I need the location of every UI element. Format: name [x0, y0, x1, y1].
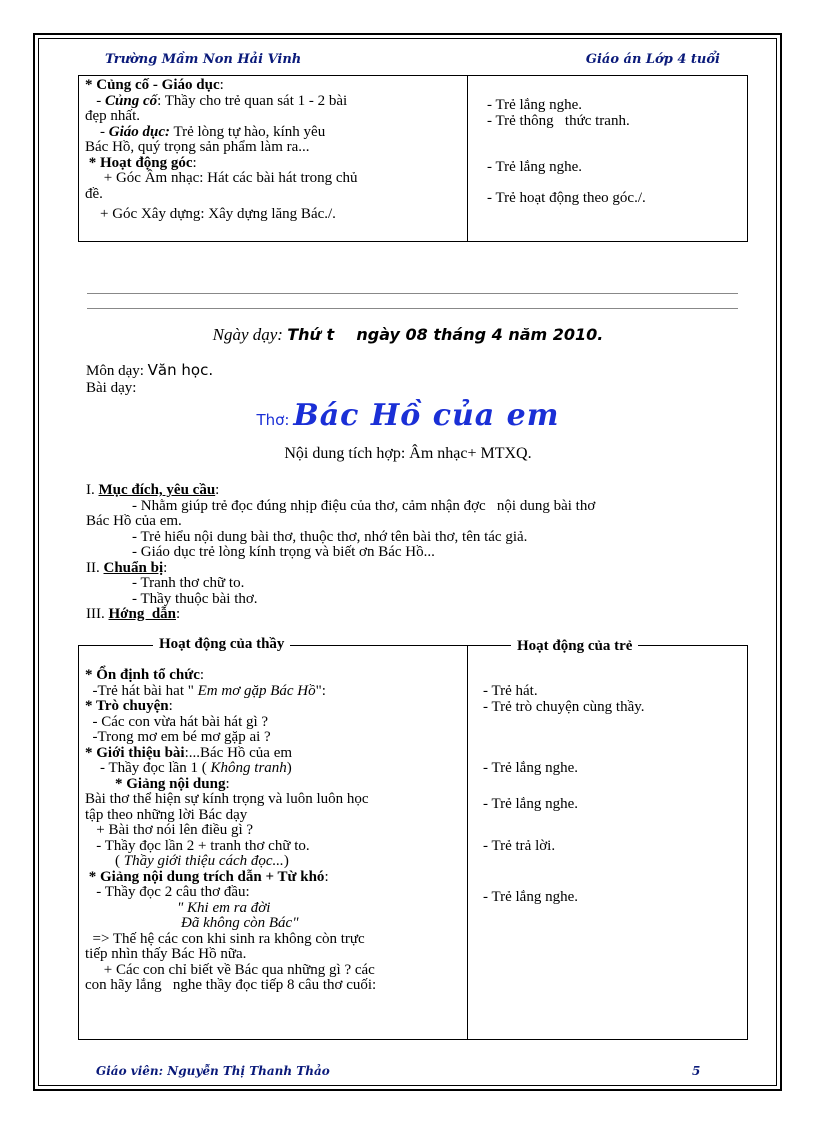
guide-heading: Hớng dẫn	[108, 606, 176, 622]
teaching-date: Ngày dạy: Thứ t ngày 08 tháng 4 năm 2010.	[212, 325, 604, 344]
child-activities	[483, 684, 645, 905]
teacher-activities: * Ổn định tổ chức: -Trẻ hát bài hat " Em mơ gặp Bác Hồ": * Trò chuyện: - Các con vừa hát bài hát gì ? -Trong mơ em bé mơ gặp ai ? * Giới thiệu bài:...Bác Hồ của em - Thầy đọc lần 1 ( Không tranh) * Giảng nội dung: Bài thơ thể hiện sự kính trọng và luôn luôn học tập theo những lời Bác dạy + Bài thơ nói lên điều gì ? - Thầy đọc lần 2 + tranh thơ chữ to. ( Thầy giới thiệu cách đọc...) * Giảng nội dung trích dẫn + Từ khó: - Thầy đọc 2 câu thơ đầu: " Khi em ra đời Đã không còn Bác" => Thế hệ các con khi sinh ra không còn trực tiếp nhìn thấy Bác Hồ nữa. + Các con chỉ biết về Bác qua những gì ? các con hãy lắng nghe thầy đọc tiếp 8 câu thơ cuối:	[85, 667, 377, 993]
activity-table	[78, 636, 748, 1040]
page-number: 5	[692, 1064, 701, 1078]
top-line: * Củng cố - Giáo dục:	[85, 77, 224, 93]
activity-table-divider	[467, 646, 468, 1039]
poem-title: Thơ: Bác Hồ của em	[256, 398, 560, 433]
section-divider	[87, 293, 738, 294]
child-column-header: Hoạt động của trẻ	[511, 638, 638, 655]
child-response: - Trẻ hát.	[483, 683, 538, 699]
header-school: Trường Mầm Non Hải Vinh	[105, 52, 302, 67]
top-line: * Hoạt động góc:	[85, 154, 197, 171]
topic-line: Bài dạy:	[86, 380, 137, 396]
top-table-divider	[467, 76, 468, 241]
top-line: Bác Hồ, quý trọng sản phẩm làm ra...	[85, 139, 310, 155]
child-response: - Trẻ hoạt động theo góc./.	[487, 189, 646, 206]
objective-item: - Trẻ hiểu nội dung bài thơ, thuộc thơ, nhớ tên bài thơ, tên tác giả.	[132, 528, 528, 545]
child-response: - Trẻ lắng nghe.	[487, 97, 582, 113]
objective-item: - Giáo dục trẻ lòng kính trọng và biết ơn Bác Hồ...	[132, 544, 435, 560]
top-line: + Góc Xây dựng: Xây dựng lăng Bác./.	[85, 206, 336, 222]
objective-item: - Nhằm giúp trẻ đọc đúng nhịp điệu của thơ, cảm nhận đợc nội dung bài thơ	[132, 497, 596, 514]
child-response: - Trẻ lắng nghe.	[483, 795, 578, 812]
section-divider	[87, 308, 738, 309]
child-response: - Trẻ trả lời.	[483, 838, 556, 854]
top-table-left-cell	[85, 78, 358, 223]
child-response: - Trẻ lắng nghe.	[483, 760, 578, 776]
objective-item: Bác Hồ của em.	[86, 513, 182, 529]
top-line: - Củng cố: Thầy cho trẻ quan sát 1 - 2 bài	[85, 92, 348, 109]
footer-teacher: Giáo viên: Nguyễn Thị Thanh Thảo	[96, 1064, 330, 1078]
top-table	[78, 75, 748, 242]
top-table-right-cell	[487, 98, 646, 206]
child-response: - Trẻ trò chuyện cùng thầy.	[483, 698, 645, 715]
objectives-heading: Mục đích, yêu cầu	[98, 482, 216, 498]
corner-activity-heading: * Hoạt động góc	[85, 154, 193, 171]
preparation-item: - Thầy thuộc bài thơ.	[132, 590, 258, 607]
subject-line: Môn dạy: Văn học.	[86, 361, 214, 379]
objectives-section: I. Mục đích, yêu cầu: - Nhằm giúp trẻ đọc đúng nhịp điệu của thơ, cảm nhận đợc nội dung bài thơ Bác Hồ của em. - Trẻ hiểu nội dung bài thơ, thuộc thơ, nhớ tên bài thơ, tên tác giả. - Giáo dục trẻ lòng kính trọng và biết ơn Bác Hồ... II. Chuẩn bị: - Tranh thơ chữ to. - Thầy thuộc bài thơ. III. Hớng dẫn:	[86, 482, 596, 622]
child-response: - Trẻ lắng nghe.	[483, 888, 578, 905]
preparation-item: - Tranh thơ chữ to.	[132, 575, 245, 591]
top-line: + Góc Âm nhạc: Hát các bài hát trong chủ	[85, 170, 358, 186]
preparation-heading: Chuẩn bị	[103, 559, 164, 576]
child-response: - Trẻ thông thức tranh.	[487, 112, 630, 129]
top-line: đẹp nhất.	[85, 108, 140, 124]
integration-content: Nội dung tích hợp: Âm nhạc+ MTXQ.	[284, 445, 532, 462]
header-doc-type: Giáo án Lớp 4 tuổi	[585, 52, 720, 67]
teacher-column-header: Hoạt động của thầy	[153, 636, 290, 653]
child-response: - Trẻ lắng nghe.	[487, 159, 582, 175]
top-line: đề.	[85, 185, 103, 202]
consolidation-heading: * Củng cố - Giáo dục	[85, 77, 220, 93]
top-line: - Giáo dục: Trẻ lòng tự hào, kính yêu	[85, 123, 326, 140]
